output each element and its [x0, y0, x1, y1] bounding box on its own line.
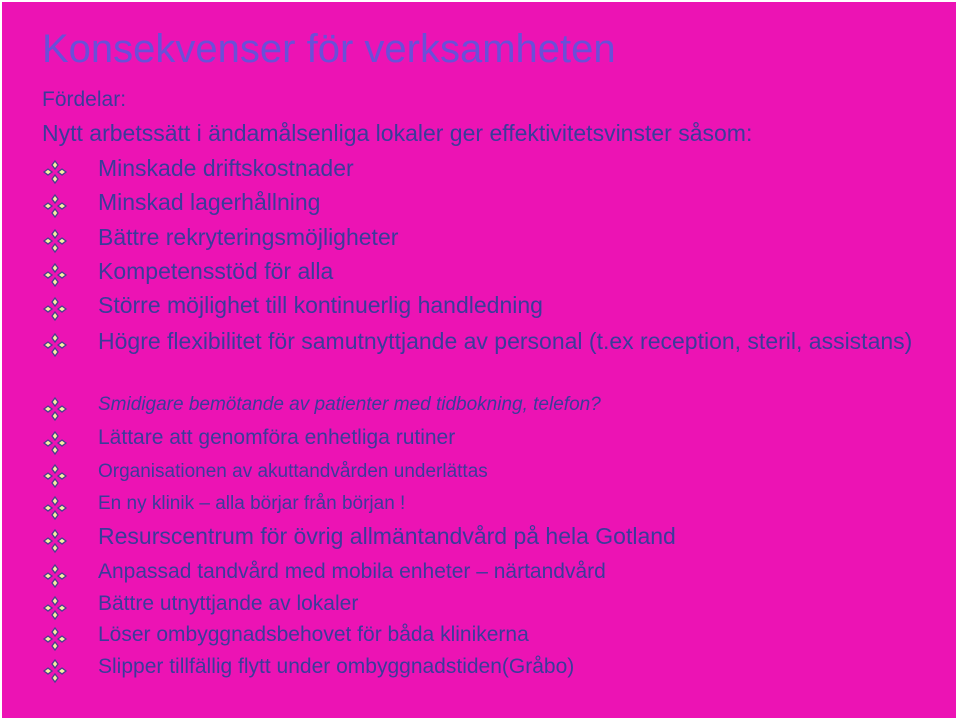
list-item-text: Bättre utnyttjande av lokaler — [98, 592, 359, 615]
four-diamond-star-icon — [42, 159, 68, 185]
four-diamond-star-icon — [42, 430, 68, 456]
four-diamond-star-icon — [42, 332, 68, 358]
four-diamond-star-icon — [42, 563, 68, 589]
list-item-text: Kompetensstöd för alla — [98, 258, 334, 284]
slide-title: Konsekvenser för verksamheten — [42, 27, 616, 71]
list-item-text: Bättre rekryteringsmöjligheter — [98, 224, 399, 250]
list-item-text: En ny klinik – alla börjar från början ! — [98, 493, 406, 514]
intro-line-efficiency: Nytt arbetssätt i ändamålsenliga lokaler ger effektivitetsvinster såsom: — [42, 120, 753, 146]
list-item-text: Lättare att genomföra enhetliga rutiner — [98, 426, 456, 449]
four-diamond-star-icon — [42, 228, 68, 254]
four-diamond-star-icon — [42, 396, 68, 422]
list-item-text: Anpassad tandvård med mobila enheter – närtandvård — [98, 560, 606, 583]
four-diamond-star-icon — [42, 658, 68, 684]
four-diamond-star-icon — [42, 495, 68, 521]
list-item-text: Minskad lagerhållning — [98, 189, 321, 215]
four-diamond-star-icon — [42, 463, 68, 489]
list-item-text: Högre flexibilitet för samutnyttjande av personal (t.ex reception, steril, assistans) — [98, 328, 913, 354]
four-diamond-star-icon — [42, 528, 68, 554]
four-diamond-star-icon — [42, 626, 68, 652]
list-item-text: Minskade driftskostnader — [98, 155, 354, 181]
list-item-text: Resurscentrum för övrig allmäntandvård på hela Gotland — [98, 523, 676, 549]
list-item-text: Löser ombyggnadsbehovet för båda klinikerna — [98, 623, 529, 646]
list-item-text: Större möjlighet till kontinuerlig handledning — [98, 292, 543, 318]
four-diamond-star-icon — [42, 595, 68, 621]
list-item-text: Slipper tillfällig flytt under ombyggnadstiden(Gråbo) — [98, 655, 575, 678]
list-item-text: Smidigare bemötande av patienter med tidbokning, telefon? — [98, 394, 601, 415]
intro-line-advantages: Fördelar: — [42, 88, 127, 111]
list-item-text: Organisationen av akuttandvården underlättas — [98, 461, 488, 482]
slide — [2, 2, 956, 718]
four-diamond-star-icon — [42, 262, 68, 288]
four-diamond-star-icon — [42, 296, 68, 322]
four-diamond-star-icon — [42, 193, 68, 219]
